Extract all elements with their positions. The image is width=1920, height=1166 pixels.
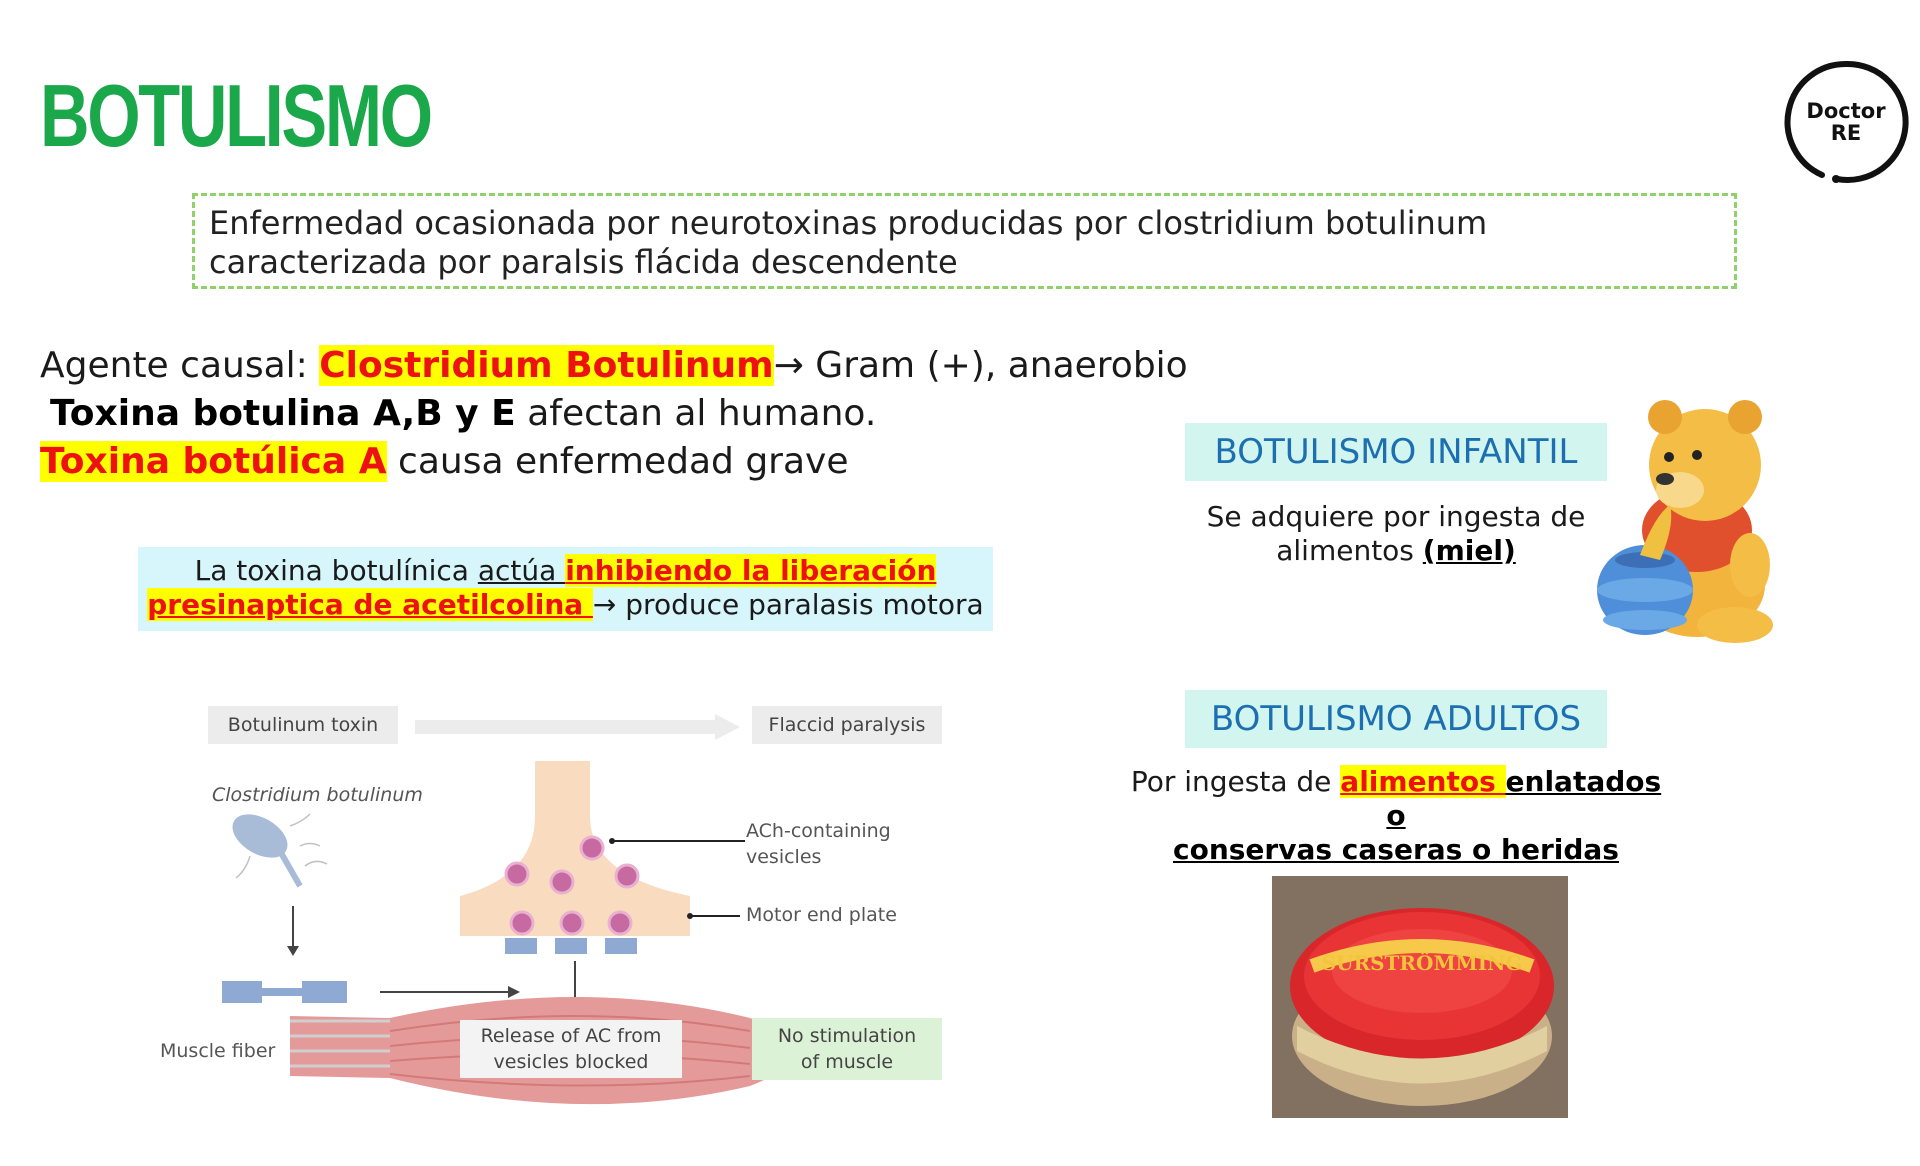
adult-heading: BOTULISMO ADULTOS <box>1185 690 1607 748</box>
mechanism-text-3: → produce paralasis motora <box>592 588 984 621</box>
definition-line-1: Enfermedad ocasionada por neurotoxinas producidas por clostridium botulinum <box>209 204 1488 242</box>
agent-prefix: Agente causal: <box>40 345 320 386</box>
adult-line-1-plain: Por ingesta de <box>1130 765 1341 798</box>
toxin-types-rest: afectan al humano. <box>515 393 877 434</box>
definition-line-2: caracterizada por paralsis flácida descendente <box>209 243 958 281</box>
toxin-a-rest: causa enfermedad grave <box>386 441 849 482</box>
logo-line-1: Doctor <box>1806 99 1886 123</box>
figure-arrow-top <box>415 714 755 740</box>
adult-description <box>1120 765 1672 867</box>
definition-box <box>192 193 1737 289</box>
figure-box-toxin: Botulinum toxin <box>208 706 398 744</box>
agent-highlight: Clostridium Botulinum <box>319 345 774 386</box>
figure-vesicles-label <box>746 818 891 870</box>
mechanism-highlight-1: inhibiendo la liberación <box>565 554 937 587</box>
adult-canned: enlatados o <box>1386 765 1662 832</box>
mechanism-box <box>138 547 993 631</box>
figure-no-stimulation <box>752 1018 942 1080</box>
adult-foods-highlight: alimentos <box>1340 765 1506 798</box>
toxin-a-line <box>40 440 849 484</box>
figure-muscle-fiber-label: Muscle fiber <box>160 1040 276 1062</box>
infant-line-2: alimentos <box>1276 534 1423 567</box>
figure-motor-end-plate-label: Motor end plate <box>746 904 897 926</box>
toxin-a-highlight: Toxina botúlica A <box>40 441 387 482</box>
mechanism-figure <box>150 696 950 1106</box>
page-title: BOTULISMO <box>40 66 431 165</box>
doctor-re-logo <box>1782 58 1910 186</box>
infant-line-1: Se adquiere por ingesta de <box>1206 500 1586 533</box>
figure-no-stim-line-2: of muscle <box>800 1051 894 1073</box>
mechanism-text-2: actúa <box>477 554 566 587</box>
logo-line-2: RE <box>1830 121 1862 145</box>
can-label: SURSTRÖMMING <box>1321 951 1523 975</box>
figure-vesicles-line-1: ACh-containing <box>746 820 891 842</box>
infant-honey: (miel) <box>1422 534 1516 567</box>
surstromming-can-photo <box>1272 876 1568 1118</box>
adult-line-2: conservas caseras o heridas <box>1173 833 1619 866</box>
infant-heading: BOTULISMO INFANTIL <box>1185 423 1607 481</box>
figure-release-line-2: vesicles blocked <box>493 1051 649 1073</box>
infant-description <box>1185 500 1607 568</box>
figure-release-blocked <box>460 1020 682 1078</box>
figure-vesicles-line-2: vesicles <box>746 846 822 868</box>
figure-no-stim-line-1: No stimulation <box>777 1025 917 1047</box>
figure-box-paralysis: Flaccid paralysis <box>752 706 942 744</box>
mechanism-text-1: La toxina botulínica <box>194 554 478 587</box>
toxin-types-bold: Toxina botulina A,B y E <box>50 393 516 434</box>
figure-release-line-1: Release of AC from <box>480 1025 662 1047</box>
agent-line <box>40 344 1188 388</box>
agent-suffix: → Gram (+), anaerobio <box>773 345 1188 386</box>
figure-organism-label: Clostridium botulinum <box>212 784 423 806</box>
mechanism-highlight-2: presinaptica de acetilcolina <box>147 588 593 621</box>
toxin-types-line <box>50 392 876 436</box>
bear-with-honey-illustration <box>1585 395 1785 645</box>
